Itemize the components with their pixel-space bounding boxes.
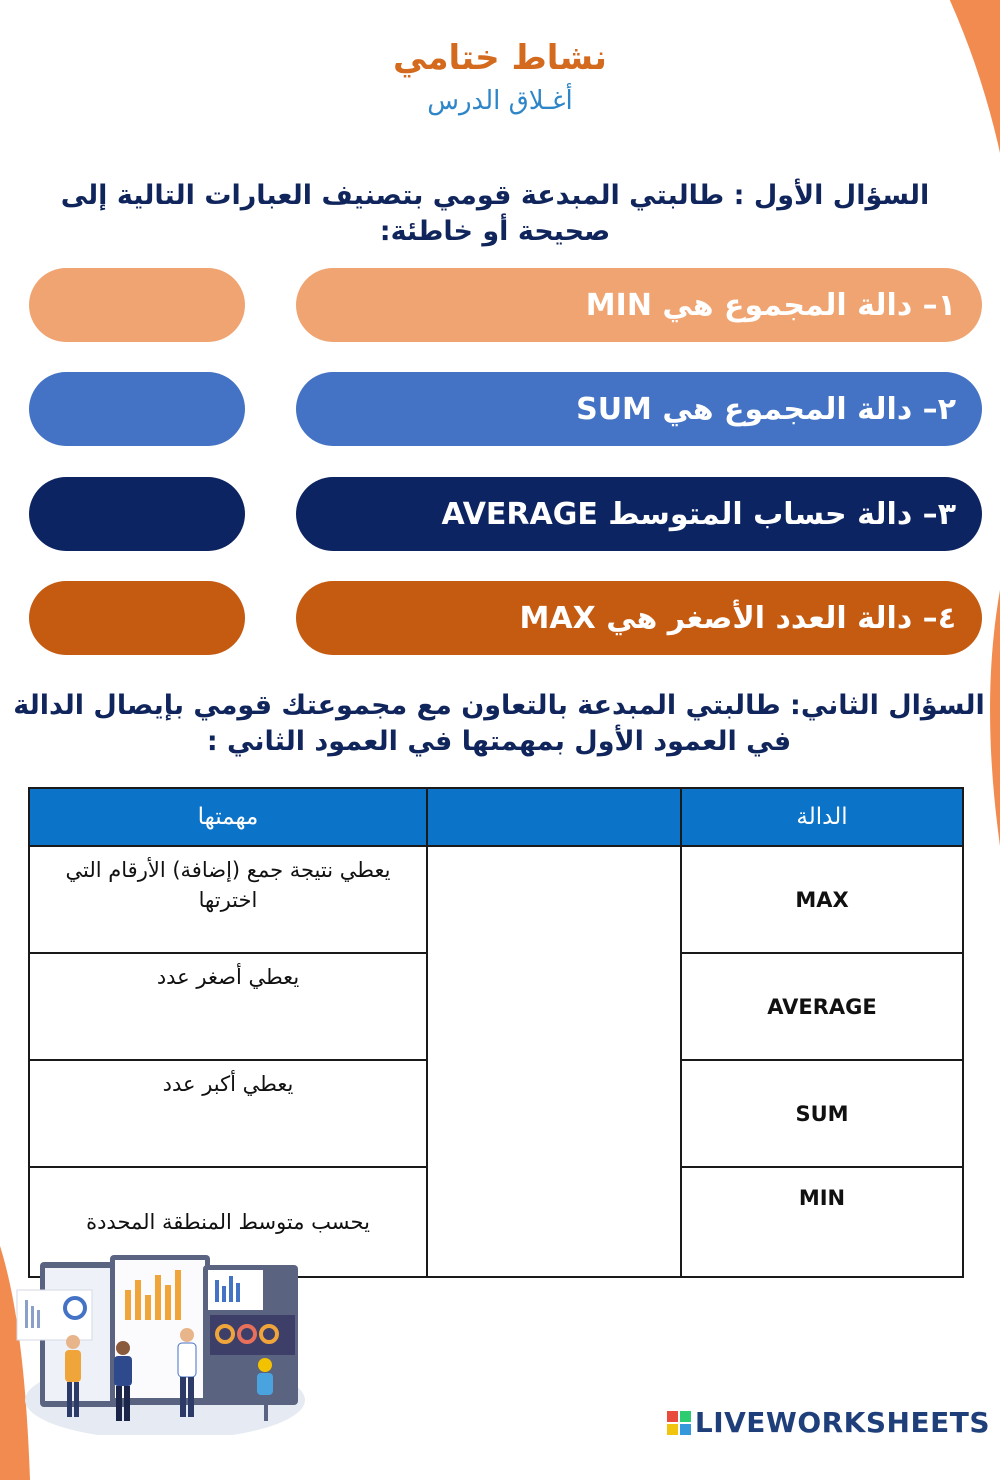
statement-1-label: ١– دالة المجموع هي MIN bbox=[585, 287, 956, 323]
header-task: مهمتها bbox=[29, 788, 427, 846]
logo-grid-icon bbox=[667, 1411, 691, 1435]
answer-drop-1[interactable] bbox=[29, 268, 245, 342]
statement-1 bbox=[296, 268, 982, 342]
answer-drop-3[interactable] bbox=[29, 477, 245, 551]
logo-text: LIVEWORKSHEETS bbox=[694, 1406, 990, 1439]
header-middle bbox=[427, 788, 681, 846]
question-1-text: السؤال الأول : طالبتي المبدعة قومي بتصنيف العبارات التالية إلى صحيحة أو خاطئة: bbox=[60, 180, 930, 247]
function-cell[interactable]: MIN bbox=[681, 1167, 963, 1277]
data-analysis-illustration bbox=[15, 1250, 315, 1435]
task-cell[interactable]: يحسب متوسط المنطقة المحددة bbox=[29, 1167, 427, 1277]
header-function: الدالة bbox=[681, 788, 963, 846]
answer-drop-2[interactable] bbox=[29, 372, 245, 446]
function-cell[interactable]: MAX bbox=[681, 846, 963, 953]
task-cell[interactable]: يعطي نتيجة جمع (إضافة) الأرقام التي اخترتها bbox=[29, 846, 427, 953]
table-header-row bbox=[29, 788, 963, 846]
statement-3 bbox=[296, 477, 982, 551]
matching-table bbox=[28, 787, 964, 1278]
answer-drop-4[interactable] bbox=[29, 581, 245, 655]
statement-4 bbox=[296, 581, 982, 655]
page-title: نشاط ختامي bbox=[393, 38, 607, 78]
function-cell[interactable]: AVERAGE bbox=[681, 953, 963, 1060]
task-cell[interactable]: يعطي أصغر عدد bbox=[29, 953, 427, 1060]
page-subtitle: أغـلاق الدرس bbox=[427, 86, 573, 116]
statement-3-label: ٣– دالة حساب المتوسط AVERAGE bbox=[441, 496, 956, 532]
liveworksheets-logo bbox=[667, 1406, 990, 1439]
function-cell[interactable]: SUM bbox=[681, 1060, 963, 1167]
statement-4-label: ٤– دالة العدد الأصغر هي MAX bbox=[519, 600, 956, 636]
statement-2-label: ٢– دالة المجموع هي SUM bbox=[576, 391, 956, 427]
question-2-text: السؤال الثاني: طالبتي المبدعة بالتعاون مع مجموعتك قومي بإيصال الدالة في العمود الأول بمهمتها في العمود الثاني : bbox=[13, 690, 985, 757]
matching-area[interactable] bbox=[427, 846, 681, 1277]
task-cell[interactable]: يعطي أكبر عدد bbox=[29, 1060, 427, 1167]
table-row bbox=[29, 846, 963, 953]
statement-2 bbox=[296, 372, 982, 446]
